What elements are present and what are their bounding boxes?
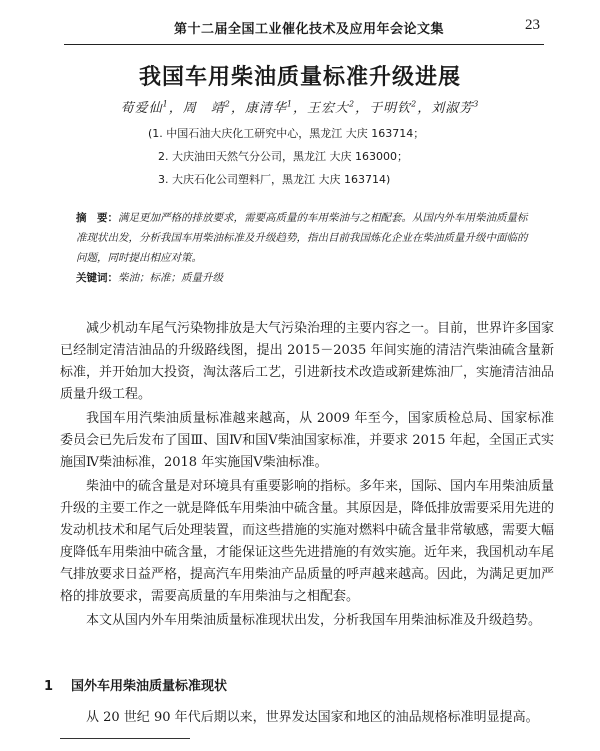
author: 荀爱仙 — [120, 101, 163, 116]
paragraph: 本文从国内外车用柴油质量标准现状出发，分析我国车用柴油标准及升级趋势。 — [86, 613, 542, 628]
page-number: 23 — [525, 17, 540, 33]
keywords-label: 关键词： — [76, 272, 118, 284]
author-affiliation-mark: 2 — [349, 99, 356, 109]
section-heading — [44, 675, 227, 694]
author: 刘淑芳 — [431, 101, 474, 116]
body-text — [60, 318, 554, 632]
affiliation-1: (1. 中国石油大庆化工研究中心，黑龙江 大庆 163714； — [148, 127, 425, 140]
author: 于明钦 — [369, 101, 412, 116]
abstract-text: 满足更加严格的排放要求，需要高质量的车用柴油与之相配套。从国内外车用柴油质量标准现状出发，分析我国车用柴油标准及升级趋势，指出目前我国炼化企业在柴油质量升级中面临的问题，同时提出相应对策。 — [76, 212, 528, 264]
keywords — [76, 270, 536, 285]
paragraph: 减少机动车尾气污染物排放是大气污染治理的主要内容之一。目前，世界许多国家已经制定清洁油品的升级路线图，提出 2015－2035 年间实施的清洁汽柴油硫含量新标准，并开始加大投资，淘汰落后工艺，引进新技术改造或新建炼油厂，实施清洁油品质量升级工程。 — [60, 321, 555, 402]
paper-title: 我国车用柴油质量标准升级进展 — [138, 65, 461, 90]
author-affiliation-mark: 1 — [162, 99, 169, 109]
author-affiliation-mark: 2 — [224, 99, 231, 109]
author: 康清华 — [244, 101, 287, 116]
author: 王宏大 — [307, 101, 350, 116]
keywords-text: 柴油；标准；质量升级 — [118, 272, 223, 284]
author-list: 荀爱仙$^1$，周 靖$^2$，康清华$^1$，王宏大$^2$，于明钦$^2$，刘淑芳$^3$ — [120, 99, 480, 116]
affiliation-2: 2. 大庆油田天然气分公司，黑龙江 大庆 163000； — [158, 150, 408, 163]
author-affiliation-mark: 1 — [286, 99, 293, 109]
section-number: 1 — [44, 679, 54, 694]
paragraph: 柴油中的硫含量是对环境具有重要影响的指标。多年来，国际、国内车用柴油质量升级的主要工作之一就是降低车用柴油中硫含量。其原因是，降低排放需要采用先进的发动机技术和尾气后处理装置，而这些措施的实施对燃料中硫含量非常敏感，需要大幅度降低车用柴油中硫含量，才能保证这些先进措施的有效实施。近年来，我国机动车尾气排放要求日益严格，提高汽车用柴油产品质量的呼声越来越高。因此，为满足更加严格的排放要求，需要高质量的车用柴油与之相配套。 — [60, 479, 555, 604]
running-title: 第十二届全国工业催化技术及应用年会论文集 — [174, 22, 445, 37]
running-header — [64, 14, 544, 45]
abstract — [76, 208, 536, 268]
affiliation-3: 3. 大庆石化公司塑料厂，黑龙江 大庆 163714) — [158, 173, 391, 186]
abstract-label: 摘 要： — [76, 212, 118, 224]
author: 周 靖 — [182, 101, 225, 116]
section-title: 国外车用柴油质量标准现状 — [71, 679, 228, 694]
paragraph: 从 20 世纪 90 年代后期以来，世界发达国家和地区的油品规格标准明显提高。 — [86, 710, 539, 725]
author-affiliation-mark: 3 — [473, 99, 480, 109]
author-affiliation-mark: 2 — [411, 99, 418, 109]
footnote-rule — [60, 738, 190, 739]
paragraph: 我国车用汽柴油质量标准越来越高，从 2009 年至今，国家质检总局、国家标准委员会已先后发布了国Ⅲ、国Ⅳ和国Ⅴ柴油国家标准，并要求 2015 年起，全国正式实施国Ⅳ柴油标准，2018 年实施国Ⅴ柴油标准。 — [60, 411, 554, 470]
